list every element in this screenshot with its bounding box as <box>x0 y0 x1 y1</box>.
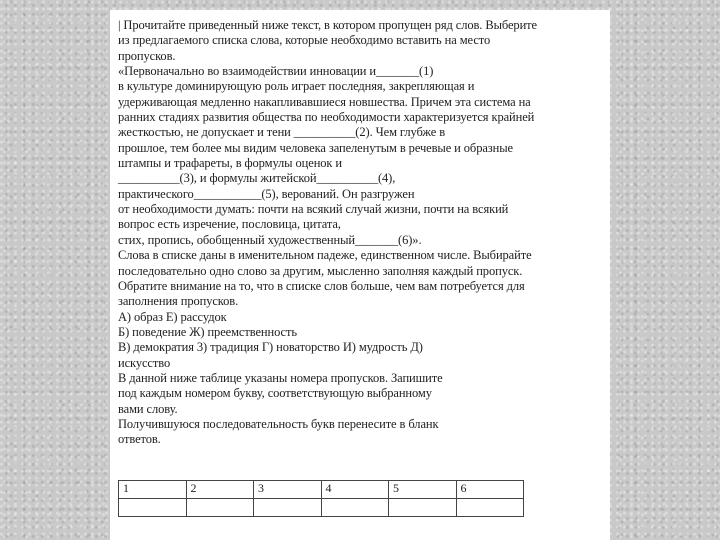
answer-cell[interactable] <box>456 499 524 517</box>
word-option-line: искусство <box>118 355 171 370</box>
text-line: Получившуюся последовательность букв перенесите в бланк <box>118 416 439 431</box>
text-line: практического___________(5), верований. Он разгружен <box>118 186 415 201</box>
text-line: Обратите внимание на то, что в списке слов больше, чем вам потребуется для <box>118 278 525 293</box>
text-line: в культуре доминирующую роль играет последняя, закрепляющая и <box>118 79 475 94</box>
answer-cell[interactable] <box>254 499 322 517</box>
text-line: от необходимости думать: почти на всякий случай жизни, почти на всякий <box>118 202 509 217</box>
text-line: «Первоначально во взаимодействии инновации и_______(1) <box>118 64 434 79</box>
text-line: прошлое, тем более мы видим человека запеленутым в речевые и образные <box>118 140 513 155</box>
text-line: вопрос есть изречение, пословица, цитата, <box>118 217 341 232</box>
slide-page <box>110 10 610 540</box>
answer-cell[interactable] <box>186 499 254 517</box>
answer-cell[interactable] <box>321 499 389 517</box>
word-option-line: Б) поведение Ж) преемственность <box>118 324 297 339</box>
text-line: жесткостью, не допускает и тени __________(2). Чем глубже в <box>118 125 446 140</box>
text-line: | Прочитайте приведенный ниже текст, в котором пропущен ряд слов. Выберите <box>118 18 537 32</box>
text-line: ранних стадиях развития общества по необходимости характеризуется крайней <box>118 110 535 125</box>
text-line: заполнения пропусков. <box>118 294 239 309</box>
text-line: последовательно одно слово за другим, мысленно заполняя каждый пропуск. <box>118 263 523 278</box>
text-line: пропусков. <box>118 48 176 63</box>
task-text <box>118 18 610 448</box>
answer-cell[interactable] <box>389 499 457 517</box>
answer-table-header-row <box>119 481 524 499</box>
table-header-cell: 6 <box>456 481 524 499</box>
text-line: ответов. <box>118 432 161 447</box>
table-header-cell: 5 <box>389 481 457 499</box>
table-header-cell: 4 <box>321 481 389 499</box>
text-line: В данной ниже таблице указаны номера пропусков. Запишите <box>118 370 443 385</box>
table-header-cell: 1 <box>119 481 187 499</box>
answer-table <box>118 480 524 517</box>
table-header-cell: 3 <box>254 481 322 499</box>
table-header-cell: 2 <box>186 481 254 499</box>
word-option-line: В) демократия 3) традиция Г) новаторство И) мудрость Д) <box>118 340 423 355</box>
text-line: удерживающая медленно накапливавшиеся новшества. Причем эта система на <box>118 94 531 109</box>
text-line: Слова в списке даны в именительном падеже, единственном числе. Выбирайте <box>118 248 532 263</box>
text-line: штампы и трафареты, в формулы оценок и <box>118 156 343 171</box>
text-line: __________(3), и формулы житейской__________(4), <box>118 171 396 186</box>
word-option-line: А) образ Е) рассудок <box>118 309 227 324</box>
text-line: стих, пропись, обобщенный художественный_______(6)». <box>118 232 422 247</box>
answer-table-row <box>119 499 524 517</box>
text-line: под каждым номером букву, соответствующую выбранному <box>118 386 432 401</box>
text-line: вами слову. <box>118 401 178 416</box>
answer-cell[interactable] <box>119 499 187 517</box>
text-line: из предлагаемого списка слова, которые необходимо вставить на место <box>118 33 491 48</box>
